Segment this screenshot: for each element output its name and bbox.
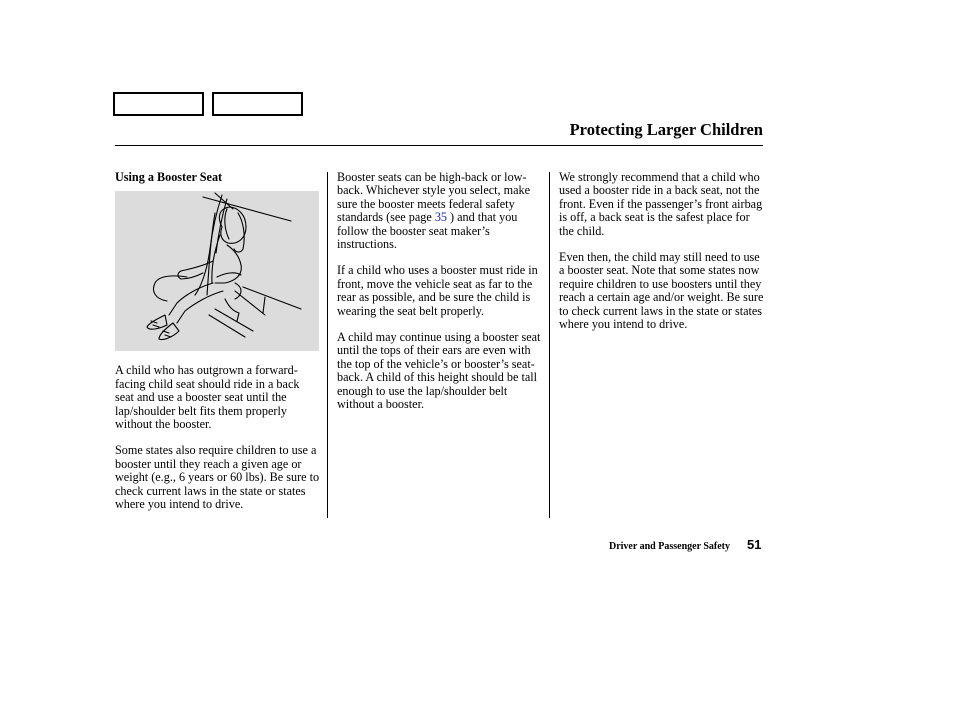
- col2-paragraph-1-text-a: Booster seats can be high-back or low-back. Whichever style you select, make sure the booster meets federal safety standards (see page: [337, 170, 531, 225]
- col3-paragraph-1: We strongly recommend that a child who used a booster ride in a back seat, not the front. Even if the passenger’s front airbag is off, a back seat is the safest place for the child.: [559, 170, 763, 238]
- col2-paragraph-1-text-b: ) and that you follow the booster seat maker’s instructions.: [337, 210, 518, 252]
- column-divider-1: [327, 172, 328, 518]
- page-title: Protecting Larger Children: [569, 120, 763, 139]
- col2-paragraph-3: A child may continue using a booster seat until the tops of their ears are even with the top of the vehicle’s or booster’s seat-back. A child of this height should be tall enough to use the lap/shoulder belt without a booster.: [337, 330, 541, 412]
- title-rule: [115, 145, 763, 146]
- page-number: 51: [747, 537, 762, 552]
- section-subheading: Using a Booster Seat: [115, 170, 223, 184]
- col3-paragraph-2: Even then, the child may still need to use a booster seat. Note that some states now require children to use boosters until they reach a certain age and/or weight. Be sure to check current laws in the state or states where you intend to drive.: [559, 250, 764, 332]
- col2-paragraph-2: If a child who uses a booster must ride in front, move the vehicle seat as far to the rear as possible, and be sure the child is wearing the seat belt properly.: [337, 263, 538, 318]
- nav-tab-box-1[interactable]: [113, 92, 204, 116]
- col1-paragraph-1: A child who has outgrown a forward-facing child seat should ride in a back seat and use a booster seat until the lap/shoulder belt fits them properly without the booster.: [115, 363, 300, 432]
- booster-seat-illustration: [115, 191, 319, 351]
- page-35-link[interactable]: 35: [434, 210, 447, 225]
- column-3: [559, 171, 765, 344]
- col2-paragraph-1: [337, 171, 544, 251]
- nav-tab-box-2[interactable]: [212, 92, 303, 116]
- column-1: [115, 171, 320, 524]
- column-divider-2: [549, 172, 550, 518]
- column-2: [337, 171, 544, 425]
- col1-paragraph-2: Some states also require children to use a booster until they reach a given age or weight (e.g., 6 years or 60 lbs). Be sure to check current laws in the state or states where you intend to drive.: [115, 443, 320, 512]
- footer-section-label: Driver and Passenger Safety: [608, 541, 730, 552]
